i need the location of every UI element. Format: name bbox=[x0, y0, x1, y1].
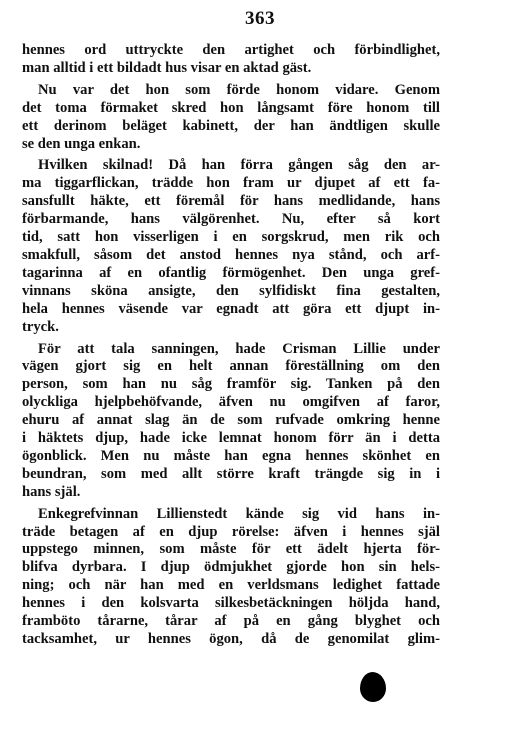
text-line: För att tala sanningen, hade Crisman Lillie under bbox=[38, 340, 440, 357]
text-line: smakfull, såsom det anstod hennes nya stånd, och arf- bbox=[22, 246, 440, 263]
paragraph-2 bbox=[22, 82, 440, 154]
text-line: man alltid i ett bildadt hus visar en aktad gäst. bbox=[22, 59, 312, 76]
text-line: i häktets djup, hade icke lemnat honom förr än i detta bbox=[22, 430, 440, 447]
text-line: det toma förmaket skred hon långsamt före honom till bbox=[22, 99, 440, 116]
paragraph-3 bbox=[22, 157, 440, 336]
text-line: träde betagen af en djup rörelse: äfven i hennes själ bbox=[22, 523, 440, 540]
text-line: beundran, som med allt större kraft trängde sig in i bbox=[22, 465, 440, 482]
text-line: hans själ. bbox=[22, 483, 81, 500]
text-line: Nu var det hon som förde honom vidare. Genom bbox=[38, 81, 440, 98]
text-line: ma tiggarflickan, trädde hon fram ur djupet af ett fa- bbox=[22, 175, 440, 192]
text-line: se den unga enkan. bbox=[22, 135, 141, 152]
text-line: Hvilken skilnad! Då han förra gången såg den ar- bbox=[38, 157, 440, 174]
text-line: hela hennes väsende var egnadt att göra ett djupt in- bbox=[22, 300, 440, 317]
text-line: olyckliga hjelpbehöfvande, äfven nu omgifven af faror, bbox=[22, 394, 440, 411]
paragraph-1 bbox=[22, 42, 440, 78]
text-line: ning; och när han med en verldsmans ledighet fattade bbox=[22, 577, 440, 594]
body-text bbox=[22, 42, 440, 649]
text-line: uppstego minnen, som måste för ett ädelt hjerta för- bbox=[22, 541, 440, 558]
text-line: tryck. bbox=[22, 318, 59, 335]
paragraph-4 bbox=[22, 341, 440, 502]
text-line: tid, satt hon visserligen i en sorgskrud, men rik och bbox=[22, 229, 440, 246]
text-line: hennes i den kolsvarta silkesbetäckningen höljda hand, bbox=[22, 595, 440, 612]
text-line: framböto tårarne, tårar af på en gång blyghet och bbox=[22, 613, 440, 630]
ink-blot bbox=[360, 672, 386, 702]
text-line: ett derinom beläget kabinett, der han ändtligen skulle bbox=[22, 117, 440, 134]
text-line: person, som han nu såg framför sig. Tanken på den bbox=[22, 376, 440, 393]
text-line: förbarmande, hans välgörenhet. Nu, efter så kort bbox=[22, 211, 440, 228]
text-line: blifva dyrbara. I djup ödmjukhet gjorde hon sin hels- bbox=[22, 559, 440, 576]
text-line: tacksamhet, ur hennes ögon, då de genomilat glim- bbox=[22, 631, 440, 647]
text-line: ögonblick. Men nu måste han egna hennes skönhet en bbox=[22, 447, 440, 464]
text-line: sansfullt häkte, ett föremål för hans medlidande, hans bbox=[22, 193, 440, 210]
text-line: tagarinna af en ofantlig förmögenhet. Den unga gref- bbox=[22, 264, 440, 281]
text-line: hennes ord uttryckte den artighet och förbindlighet, bbox=[22, 42, 440, 58]
text-line: ehuru af annat slag än de som rufvade omkring henne bbox=[22, 412, 440, 429]
text-line: Enkegrefvinnan Lillienstedt kände sig vid hans in- bbox=[38, 505, 440, 522]
text-line: vinnans sköna ansigte, den sylfidiskt fina gestalten, bbox=[22, 282, 440, 299]
page-number: 363 bbox=[245, 8, 275, 29]
text-line: vägen gjort sig en helt annan föreställning om den bbox=[22, 358, 440, 375]
paragraph-5 bbox=[22, 506, 440, 649]
